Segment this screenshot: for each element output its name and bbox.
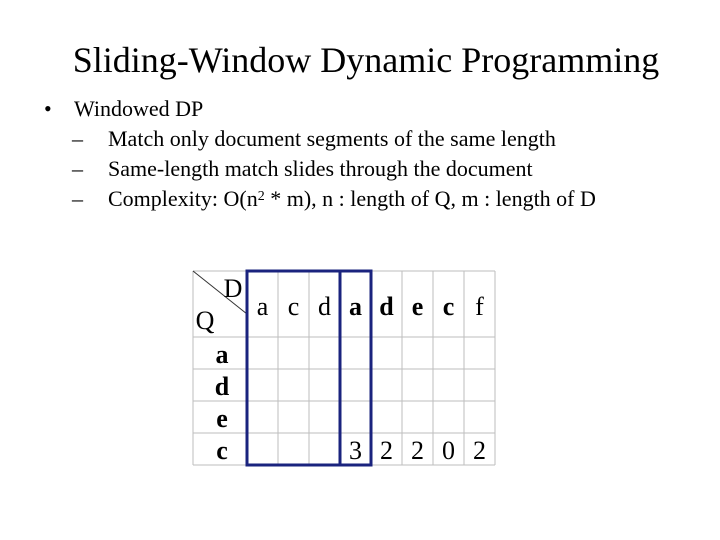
column-header: d bbox=[318, 292, 331, 321]
column-header: a bbox=[349, 292, 362, 321]
cell-value: 0 bbox=[442, 436, 455, 465]
cell-value: 3 bbox=[349, 436, 362, 465]
dash-marker: – bbox=[72, 126, 83, 151]
cell-value: 2 bbox=[411, 436, 424, 465]
complexity-suffix: * m), n : length of Q, m : length of D bbox=[264, 186, 596, 211]
column-header: f bbox=[475, 292, 484, 321]
complexity-exponent: 2 bbox=[257, 189, 265, 204]
column-header: c bbox=[442, 292, 455, 321]
bullet-text: Windowed DP bbox=[74, 96, 204, 121]
row-header: d bbox=[214, 372, 230, 401]
subbullet-text: Match only document segments of the same length bbox=[108, 126, 556, 151]
corner-label-q: Q bbox=[195, 306, 215, 335]
complexity-prefix: Complexity: O(n bbox=[108, 186, 258, 211]
subbullet-text: Same-length match slides through the document bbox=[108, 156, 533, 181]
row-header: c bbox=[216, 436, 228, 465]
slide-title: Sliding-Window Dynamic Programming bbox=[72, 40, 660, 80]
cell-value: 2 bbox=[380, 436, 393, 465]
column-header: e bbox=[411, 292, 424, 321]
corner-label-d: D bbox=[223, 274, 243, 303]
row-header: a bbox=[215, 340, 229, 369]
column-header: d bbox=[379, 292, 394, 321]
cell-value: 2 bbox=[473, 436, 486, 465]
dash-marker: – bbox=[72, 156, 83, 181]
column-header: a bbox=[256, 292, 269, 321]
row-header: e bbox=[216, 404, 228, 433]
dash-marker: – bbox=[72, 186, 83, 211]
bullet-marker: • bbox=[44, 96, 52, 121]
column-header: c bbox=[287, 292, 300, 321]
